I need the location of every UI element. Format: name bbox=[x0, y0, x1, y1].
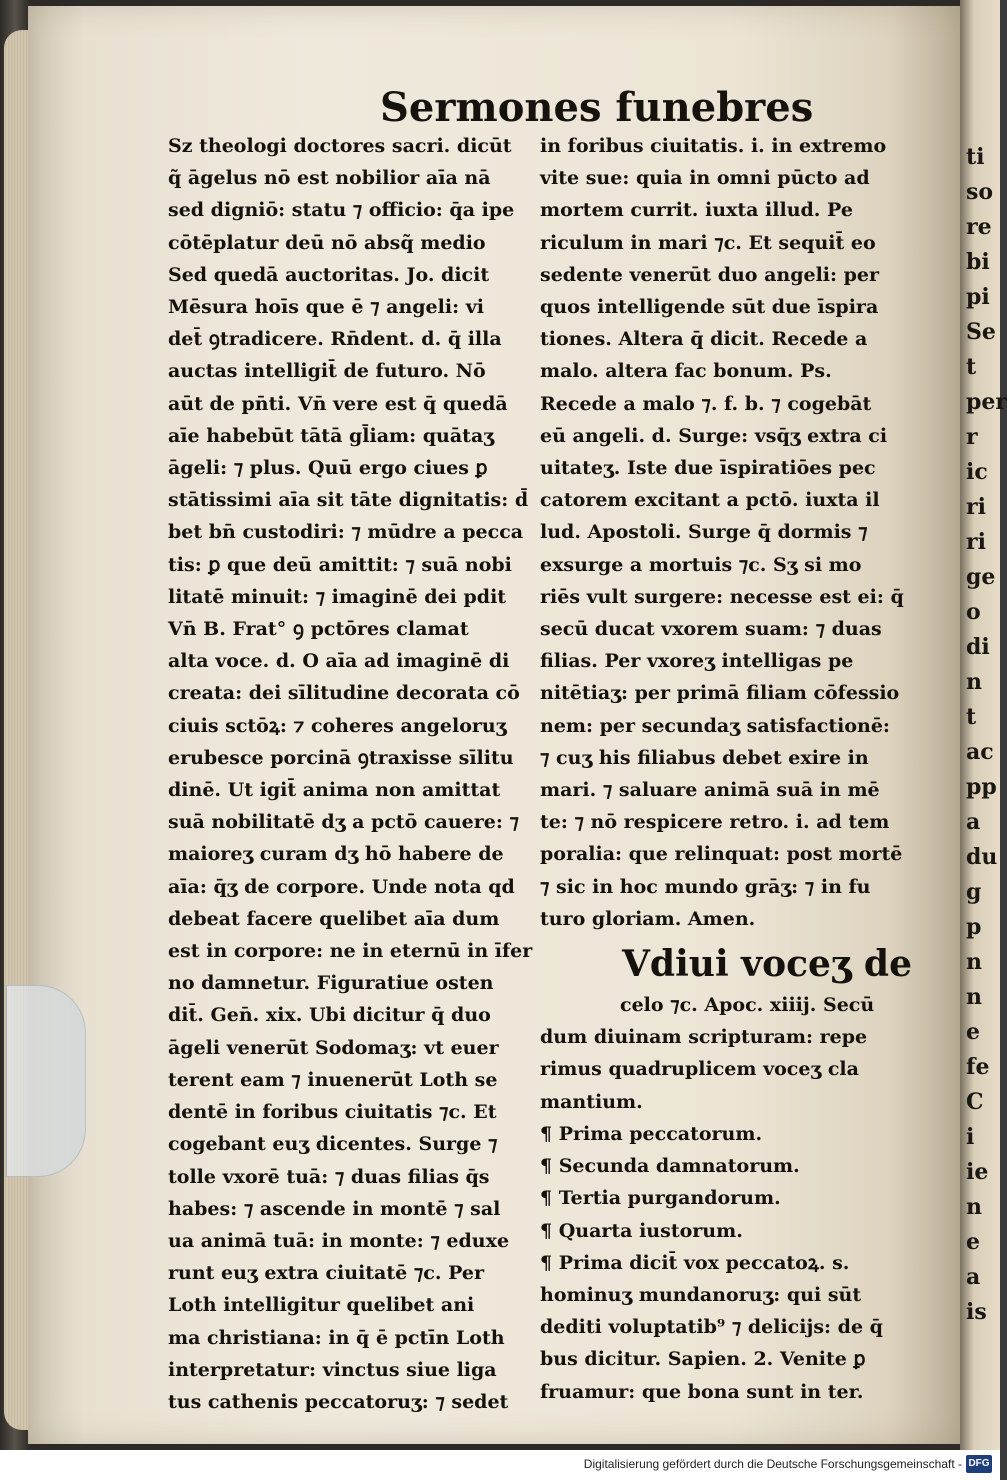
text-line: nem: per secundaʒ satisfactionē: bbox=[540, 714, 890, 737]
right-column-lower bbox=[540, 989, 885, 1408]
text-line: āgeli venerūt Sodomaʒ: vt euer bbox=[168, 1036, 499, 1059]
facing-page-fragment: p bbox=[966, 914, 982, 940]
facing-page-fragment: ac bbox=[966, 739, 994, 765]
text-line: Mēsura hoīs que ē ⁊ angeli: vi bbox=[168, 296, 484, 319]
right-column bbox=[540, 130, 912, 1408]
text-line: est in corpore: ne in eternū in īfer bbox=[168, 940, 533, 963]
facing-page-fragment: e bbox=[966, 1019, 980, 1045]
facing-page-fragment: n bbox=[966, 669, 982, 695]
facing-page-fragment: e bbox=[966, 1229, 980, 1255]
text-line: aīa: q̄ʒ de corpore. Unde nota qd bbox=[168, 875, 515, 898]
text-line: mortem currit. iuxta illud. Pe bbox=[540, 199, 853, 222]
text-line: tus cathenis peccatoruʒ: ⁊ sedet bbox=[168, 1390, 509, 1413]
text-line: vite sue: quia in omni pūcto ad bbox=[540, 167, 870, 190]
facing-page-fragment: fe bbox=[966, 1054, 990, 1080]
running-head: Sermones funebres bbox=[380, 84, 814, 131]
text-line: cōtēplatur deū nō absq̃ medio bbox=[168, 231, 486, 254]
text-line: det̄ ꝯtradicere. Rn̄dent. d. q̄ illa bbox=[168, 328, 502, 351]
facing-page-fragment: Se bbox=[966, 319, 996, 345]
text-line: no damnetur. Figuratiue osten bbox=[168, 972, 494, 995]
text-line: tiones. Altera q̄ dicit. Recede a bbox=[540, 328, 868, 351]
facing-page-fragment: t bbox=[966, 704, 977, 730]
text-line: alta voce. d. O aīa ad imaginē di bbox=[168, 650, 510, 673]
facing-page-fragment: g bbox=[966, 879, 982, 905]
facing-page-fragment: ic bbox=[966, 459, 988, 485]
facing-page-fragment: ri bbox=[966, 529, 986, 555]
facing-page-fragment: C bbox=[966, 1089, 984, 1115]
facing-page-fragment: is bbox=[966, 1299, 987, 1325]
text-line: q̃ āgelus nō est nobilior aīa nā bbox=[168, 167, 491, 190]
text-line: dentē in foribus ciuitatis ⁊c. Et bbox=[168, 1101, 497, 1124]
text-line: dum diuinam scripturam: repe bbox=[540, 1026, 868, 1049]
text-line: te: ⁊ nō respicere retro. i. ad tem bbox=[540, 811, 890, 834]
facing-page-fragment: a bbox=[966, 809, 981, 835]
text-line: uitateʒ. Iste due īspiratiōes pec bbox=[540, 457, 876, 480]
text-line: terent eam ⁊ inuenerūt Loth se bbox=[168, 1068, 498, 1091]
text-line: auctas intelligit̄ de futuro. Nō bbox=[168, 360, 486, 383]
facing-page-text bbox=[966, 140, 1007, 1330]
facing-page-fragment: n bbox=[966, 984, 982, 1010]
text-line: poralia: que relinquat: post mortē bbox=[540, 843, 903, 866]
facing-page-fragment: so bbox=[966, 179, 994, 205]
text-line: Loth intelligitur quelibet ani bbox=[168, 1294, 475, 1317]
facing-page-fragment: i bbox=[966, 1124, 975, 1150]
text-line: āgeli: ⁊ plus. Quū ergo ciues ꝑ bbox=[168, 457, 488, 480]
text-line: sed digniō: statu ⁊ officio: q̄a ipe bbox=[168, 199, 515, 222]
facing-page-fragment: di bbox=[966, 634, 990, 660]
text-line: mari. ⁊ saluare animā suā in mē bbox=[540, 779, 880, 802]
text-line: eū angeli. d. Surge: vsq̄ʒ extra ci bbox=[540, 424, 888, 447]
text-line: in foribus ciuitatis. i. in extremo bbox=[540, 135, 887, 157]
section-heading: Vdiui voceʒ de bbox=[622, 943, 912, 986]
text-line: turo gloriam. Amen. bbox=[540, 907, 756, 930]
text-line: creata: dei sīlitudine decorata cō bbox=[168, 682, 520, 705]
facing-page-fragment: t bbox=[966, 354, 977, 380]
facing-page-fragment: bi bbox=[966, 249, 990, 275]
text-line: mantium. bbox=[540, 1090, 643, 1113]
footer-credit: Digitalisierung gefördert durch die Deutsche Forschungsgemeinschaft - bbox=[583, 1457, 962, 1471]
text-line: habes: ⁊ ascende in montē ⁊ sal bbox=[168, 1197, 501, 1220]
text-line: nitētiaʒ: per primā filiam cōfessio bbox=[540, 682, 900, 705]
text-line: Sz theologi doctores sacri. dicūt bbox=[168, 135, 512, 157]
text-line: ¶ Quarta iustorum. bbox=[540, 1219, 743, 1242]
text-line: Vn̄ B. Frat° ꝯ pctōres clamat bbox=[168, 618, 469, 641]
facing-page-fragment: n bbox=[966, 1194, 982, 1220]
text-line: aīe habebūt tātā gl̄iam: quātaʒ bbox=[168, 424, 495, 447]
text-line: ⁊ cuʒ his filiabus debet exire in bbox=[540, 746, 869, 769]
text-line: tolle vxorē tuā: ⁊ duas filias q̄s bbox=[168, 1165, 490, 1188]
text-line: suā nobilitatē dʒ a pctō cauere: ⁊ bbox=[168, 811, 519, 834]
facing-page-fragment: ri bbox=[966, 494, 986, 520]
facing-page-fragment: pi bbox=[966, 284, 990, 310]
text-line: sedente venerūt duo angeli: per bbox=[540, 263, 880, 286]
facing-page-fragment: o bbox=[966, 599, 981, 625]
text-line: ¶ Secunda damnatorum. bbox=[540, 1155, 800, 1178]
text-line: aūt de pn̄ti. Vn̄ vere est q̄ quedā bbox=[168, 392, 508, 415]
text-line: ⁊ sic in hoc mundo grāʒ: ⁊ in fu bbox=[540, 875, 871, 898]
page-clip bbox=[6, 985, 86, 1177]
text-line: Sed quedā auctoritas. Jo. dicit bbox=[168, 263, 490, 286]
text-line: ma christiana: in q̄ ē pctīn Loth bbox=[168, 1326, 505, 1349]
text-line: hominuʒ mundanoruʒ: qui sūt bbox=[540, 1283, 862, 1306]
text-line: exsurge a mortuis ⁊c. Sʒ si mo bbox=[540, 553, 862, 576]
text-line: filias. Per vxoreʒ intelligas pe bbox=[540, 650, 854, 673]
facing-page-fragment: a bbox=[966, 1264, 981, 1290]
text-line: stātissimi aīa sit tāte dignitatis: d̄ bbox=[168, 489, 529, 512]
text-line: celo ⁊c. Apoc. xiiij. Secū bbox=[620, 994, 875, 1017]
facing-page-fragment: per bbox=[966, 389, 1007, 415]
text-line: debeat facere quelibet aīa dum bbox=[168, 907, 500, 930]
text-line: catorem excitant a pctō. iuxta il bbox=[540, 489, 880, 512]
right-column-upper bbox=[540, 130, 904, 935]
text-line: ¶ Tertia purgandorum. bbox=[540, 1187, 781, 1210]
text-line: riculum in mari ⁊c. Et sequit̄ eo bbox=[540, 231, 876, 254]
text-line: riēs vult surgere: necesse est ei: q̄ bbox=[540, 585, 904, 608]
text-line: ua animā tuā: in monte: ⁊ eduxe bbox=[168, 1229, 510, 1252]
left-column bbox=[168, 130, 533, 1418]
text-line: ¶ Prima dicit̄ vox peccatoꝝ. s. bbox=[540, 1251, 850, 1274]
text-line: litatē minuit: ⁊ imaginē dei pdit bbox=[168, 585, 507, 608]
facing-page-fragment: ti bbox=[966, 144, 985, 170]
text-line: lud. Apostoli. Surge q̄ dormis ⁊ bbox=[540, 521, 868, 544]
text-line: bet bn̄ custodiri: ⁊ mūdre a pecca bbox=[168, 521, 524, 544]
text-line: runt euʒ extra ciuitatē ⁊c. Per bbox=[168, 1262, 484, 1285]
text-line: cogebant euʒ dicentes. Surge ⁊ bbox=[168, 1133, 498, 1156]
text-line: dediti voluptatib⁹ ⁊ delicijs: de q̄ bbox=[540, 1316, 883, 1339]
facing-page-fragment: r bbox=[966, 424, 978, 450]
text-line: fruamur: que bona sunt in ter. bbox=[540, 1380, 864, 1403]
facing-page-fragment: ie bbox=[966, 1159, 989, 1185]
text-line: interpretatur: vinctus siue liga bbox=[168, 1358, 497, 1381]
text-line: erubesce porcinā ꝯtraxisse sīlitu bbox=[168, 746, 514, 769]
text-line: tis: ꝑ que deū amittit: ⁊ suā nobi bbox=[168, 553, 512, 576]
text-line: ciuis sctōꝝ: ⁊ coheres angeloruʒ bbox=[168, 714, 507, 737]
facing-page-fragment: n bbox=[966, 949, 982, 975]
facing-page-edge bbox=[960, 0, 1007, 1450]
text-line: dit̄. Gen̄. xix. Ubi dicitur q̄ duo bbox=[168, 1004, 491, 1027]
text-line: ¶ Prima peccatorum. bbox=[540, 1122, 763, 1145]
text-line: bus dicitur. Sapien. 2. Venite ꝑ bbox=[540, 1348, 866, 1371]
facing-page-fragment: ge bbox=[966, 564, 996, 590]
text-line: quos intelligende sūt due īspira bbox=[540, 296, 879, 319]
facing-page-fragment: re bbox=[966, 214, 992, 240]
text-line: maioreʒ curam dʒ hō habere de bbox=[168, 843, 504, 866]
facing-page-fragment: du bbox=[966, 844, 998, 870]
text-line: Recede a malo ⁊. f. b. ⁊ cogebāt bbox=[540, 392, 872, 415]
facing-page-fragment: pp bbox=[966, 774, 997, 800]
text-line: dinē. Ut igit̄ anima non amittat bbox=[168, 779, 501, 802]
dfg-logo: DFG bbox=[966, 1455, 992, 1473]
text-line: rimus quadruplicem voceʒ cla bbox=[540, 1058, 859, 1081]
text-line: malo. altera fac bonum. Ps. bbox=[540, 360, 832, 383]
text-line: secū ducat vxorem suam: ⁊ duas bbox=[540, 618, 882, 641]
